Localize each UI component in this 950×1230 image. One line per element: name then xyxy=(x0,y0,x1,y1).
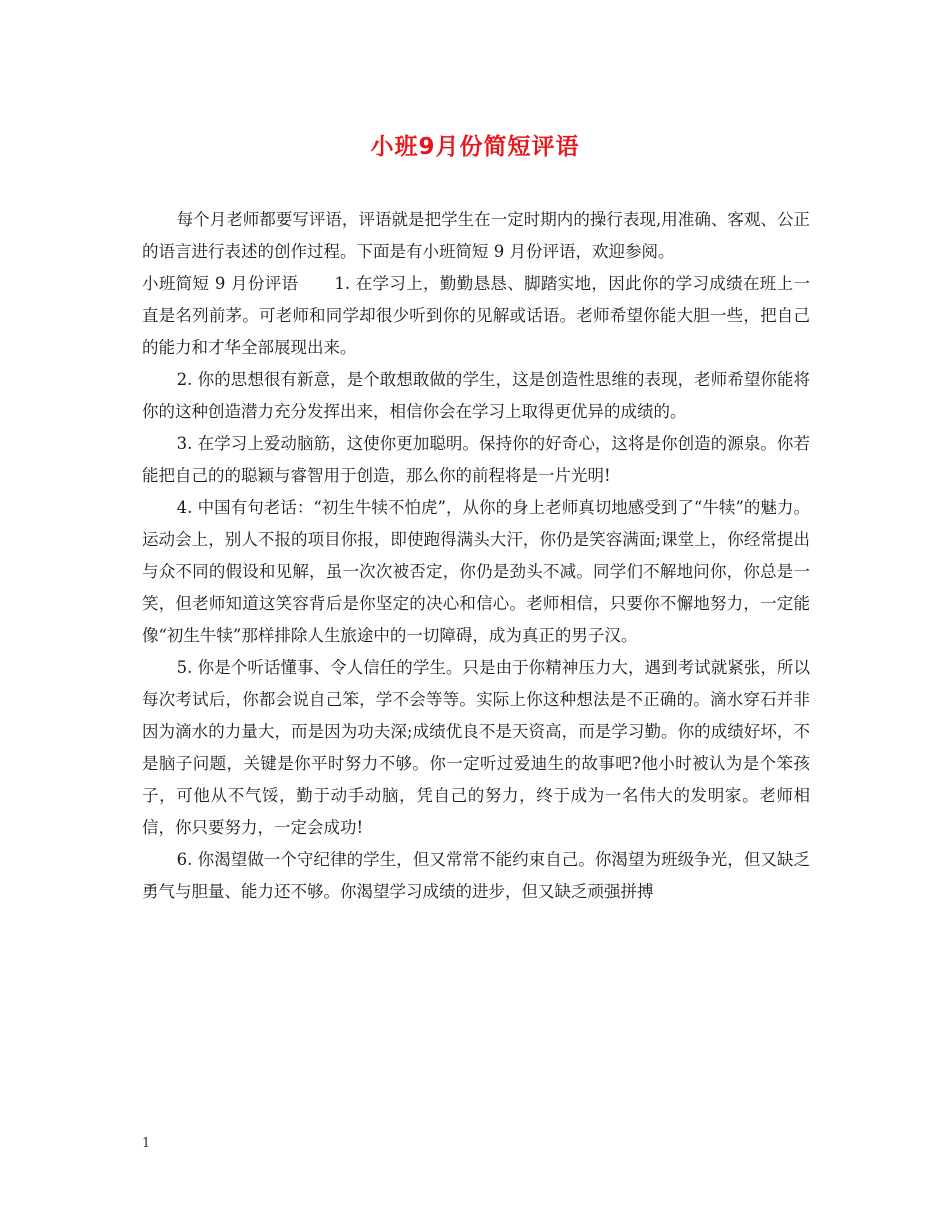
page-number: 1 xyxy=(142,1136,151,1151)
comment-item-1: 1. 在学习上，勤勤恳恳、脚踏实地，因此你的学习成绩在班上一直是名列前茅。可老师和同学却很少听到你的见解或话语。老师希望你能大胆一些，把自己的能力和才华全部展现出来。 xyxy=(142,274,810,357)
first-item-paragraph xyxy=(142,268,810,364)
comment-item-5: 5. 你是个听话懂事、令人信任的学生。只是由于你精神压力大，遇到考试就紧张，所以每次考试后，你都会说自己笨，学不会等等。实际上你这种想法是不正确的。滴水穿石并非因为滴水的力量大，而是因为功夫深;成绩优良不是天资高，而是学习勤。你的成绩好坏，不是脑子问题，关键是你平时努力不够。你一定听过爱迪生的故事吧?他小时被认为是个笨孩子，可他从不气馁，勤于动手动脑，凭自己的努力，终于成为一名伟大的发明家。老师相信，你只要努力，一定会成功! xyxy=(142,658,810,837)
comment-item-3: 3. 在学习上爱动脑筋，这使你更加聪明。保持你的好奇心，这将是你创造的源泉。你若能把自己的的聪颖与睿智用于创造，那么你的前程将是一片光明! xyxy=(142,434,810,485)
comment-item-4: 4. 中国有句老话：“初生牛犊不怕虎”，从你的身上老师真切地感受到了“牛犊”的魅力。运动会上，别人不报的项目你报，即使跑得满头大汗，你仍是笑容满面;课堂上，你经常提出与众不同的假设和见解，虽一次次被否定，你仍是劲头不减。同学们不解地问你，你总是一笑，但老师知道这笑容背后是你坚定的决心和信心。老师相信，只要你不懈地努力，一定能像“初生牛犊”那样排除人生旅途中的一切障碍，成为真正的男子汉。 xyxy=(142,498,810,645)
section-label: 小班简短 9 月份评语 xyxy=(142,274,299,293)
document-title: 小班9月份简短评语 xyxy=(370,134,580,160)
document-body xyxy=(142,204,810,908)
comment-item-2: 2. 你的思想很有新意，是个敢想敢做的学生，这是创造性思维的表现，老师希望你能将你的这种创造潜力充分发挥出来，相信你会在学习上取得更优异的成绩的。 xyxy=(142,370,810,421)
comment-item-6: 6. 你渴望做一个守纪律的学生，但又常常不能约束自己。你渴望为班级争光，但又缺乏勇气与胆量、能力还不够。你渴望学习成绩的进步，但又缺乏顽强拼搏 xyxy=(142,850,810,901)
intro-paragraph: 每个月老师都要写评语，评语就是把学生在一定时期内的操行表现,用准确、客观、公正的语言进行表述的创作过程。下面是有小班简短 9 月份评语，欢迎参阅。 xyxy=(142,210,810,261)
